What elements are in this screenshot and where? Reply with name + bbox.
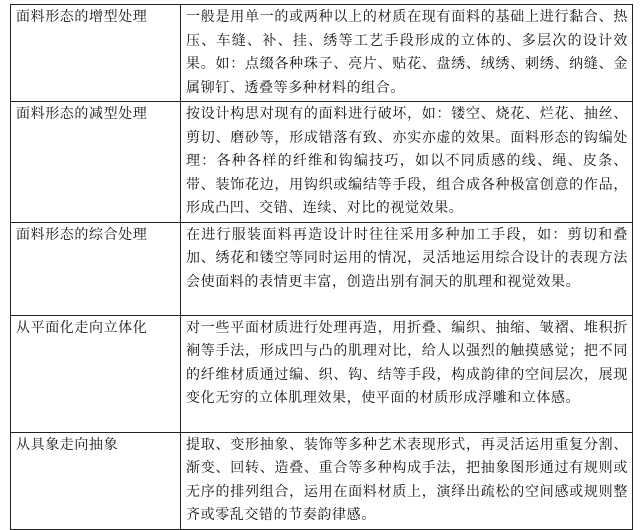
row-description: 按设计构思对现有的面料进行破坏，如：镂空、烧花、烂花、抽丝、剪切、磨砂等，形成错落有致、亦实亦虚的效果。面料形态的钩编处理：各种各样的纤维和钩编技巧，如以不同质感的线、绳、皮条、带、装饰花边，用钩织或编结等手段，组合成各种极富创意的作品，形成凸凹、交错、连续、对比的视觉效果。 — [181, 102, 633, 223]
technique-table — [10, 4, 633, 530]
row-description: 提取、变形抽象、装饰等多种艺术表现形式，再灵活运用重复分割、渐变、回转、造叠、重合等多种构成手法，把抽象图形通过有规则或无序的排列组合，运用在面料材质上，演绎出疏松的空间感或规则整齐或零乱交错的节奏韵律感。 — [181, 432, 633, 529]
table-row — [11, 102, 633, 223]
table-row — [11, 222, 633, 315]
table-row — [11, 432, 633, 529]
row-term: 面料形态的综合处理 — [11, 222, 181, 315]
row-description: 在进行服装面料再造设计时往往采用多种加工手段，如：剪切和叠加、绣花和镂空等同时运用的情况，灵活地运用综合设计的表现方法会使面料的表情更丰富，创造出别有洞天的肌理和视觉效果。 — [181, 222, 633, 315]
row-description: 一般是用单一的或两种以上的材质在现有面料的基础上进行黏合、热压、车缝、补、挂、绣等工艺手段形成的立体的、多层次的设计效果。如：点缀各种珠子、亮片、贴花、盘绣、绒绣、刺绣、纳缝、金属铆钉、透叠等多种材料的组合。 — [181, 5, 633, 102]
row-term: 从平面化走向立体化 — [11, 315, 181, 432]
row-term: 面料形态的增型处理 — [11, 5, 181, 102]
table-row — [11, 5, 633, 102]
row-term: 从具象走向抽象 — [11, 432, 181, 529]
table-row — [11, 315, 633, 432]
row-description: 对一些平面材质进行处理再造，用折叠、编织、抽缩、皱褶、堆积折裥等手法，形成凹与凸的肌理对比，给人以强烈的触摸感觉；把不同的纤维材质通过编、织、钩、结等手段，构成韵律的空间层次，展现变化无穷的立体肌理效果，使平面的材质形成浮雕和立体感。 — [181, 315, 633, 432]
row-term: 面料形态的减型处理 — [11, 102, 181, 223]
